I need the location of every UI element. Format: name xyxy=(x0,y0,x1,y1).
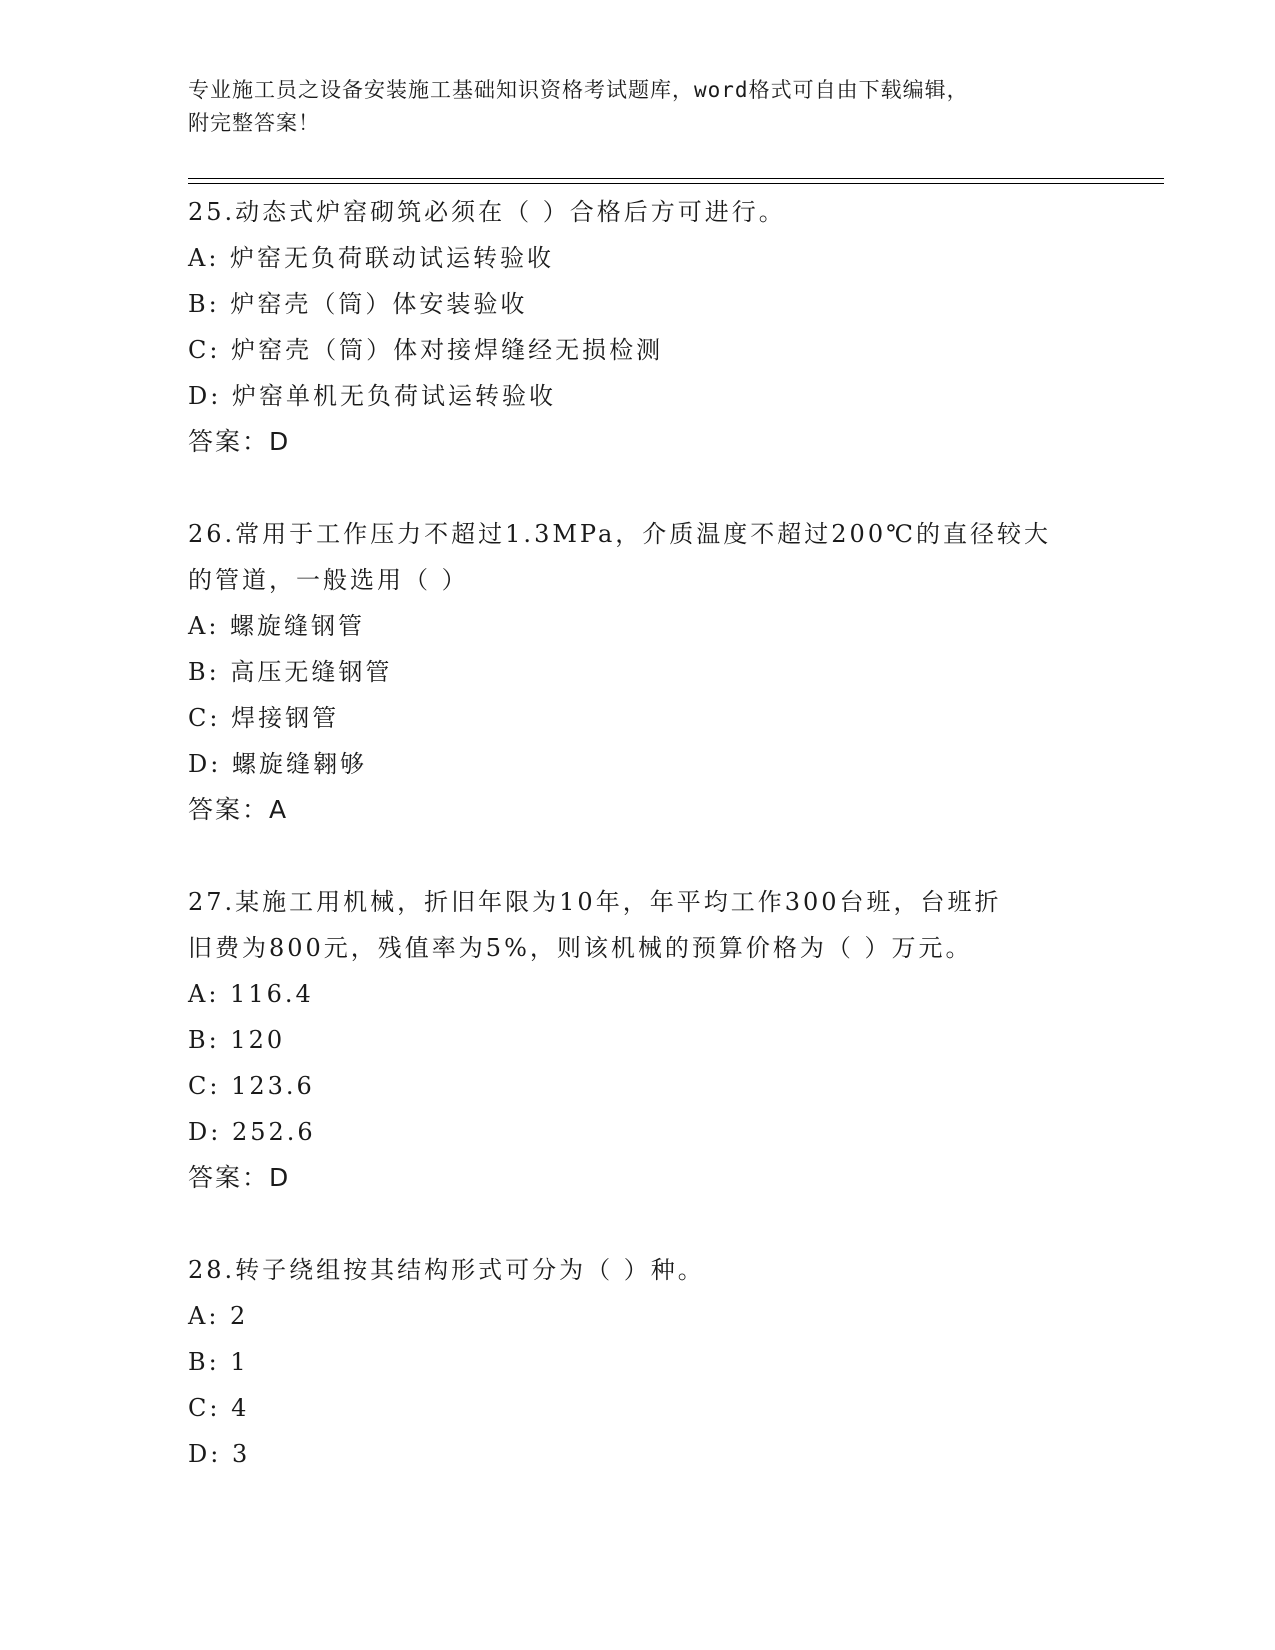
option-b: B: 1 xyxy=(188,1348,249,1376)
question-spacer xyxy=(188,1201,1088,1247)
header-line-2: 附完整答案！ xyxy=(188,111,320,135)
question-stem: 25.动态式炉窑砌筑必须在（ ）合格后方可进行。 xyxy=(188,198,786,226)
option-d: D: 3 xyxy=(188,1440,251,1468)
option-a: A: 116.4 xyxy=(188,980,314,1008)
answer-label: 答案：A xyxy=(188,795,289,824)
option-a: A: 炉窑无负荷联动试运转验收 xyxy=(188,244,555,272)
question-stem: 27.某施工用机械，折旧年限为10年，年平均工作300台班，台班折 xyxy=(188,888,1002,916)
option-c: C: 焊接钢管 xyxy=(188,704,340,732)
question-28 xyxy=(188,1247,1088,1477)
question-stem-continued: 旧费为800元，残值率为5%，则该机械的预算价格为（ ）万元。 xyxy=(188,934,973,962)
question-27 xyxy=(188,879,1088,1201)
answer-label: 答案：D xyxy=(188,1163,291,1192)
option-d: D: 螺旋缝翱够 xyxy=(188,750,367,778)
question-list xyxy=(188,189,1088,1477)
option-b: B: 高压无缝钢管 xyxy=(188,658,393,686)
option-c: C: 123.6 xyxy=(188,1072,315,1100)
answer-label: 答案：D xyxy=(188,427,291,456)
option-d: D: 炉窑单机无负荷试运转验收 xyxy=(188,382,556,410)
question-25 xyxy=(188,189,1088,465)
option-c: C: 4 xyxy=(188,1394,250,1422)
question-spacer xyxy=(188,465,1088,511)
option-a: A: 2 xyxy=(188,1302,249,1330)
question-stem-continued: 的管道，一般选用（ ） xyxy=(188,566,469,594)
header-divider-top xyxy=(188,178,1164,179)
document-header xyxy=(188,74,1088,140)
option-d: D: 252.6 xyxy=(188,1118,316,1146)
option-c: C: 炉窑壳（筒）体对接焊缝经无损检测 xyxy=(188,336,664,364)
option-b: B: 120 xyxy=(188,1026,286,1054)
question-26 xyxy=(188,511,1088,833)
question-stem: 26.常用于工作压力不超过1.3MPa，介质温度不超过200℃的直径较大 xyxy=(188,520,1051,548)
header-line-1: 专业施工员之设备安装施工基础知识资格考试题库，word格式可自由下载编辑， xyxy=(188,78,969,102)
header-divider-bottom xyxy=(188,183,1164,184)
option-b: B: 炉窑壳（筒）体安装验收 xyxy=(188,290,528,318)
question-spacer xyxy=(188,833,1088,879)
question-stem: 28.转子绕组按其结构形式可分为（ ）种。 xyxy=(188,1256,705,1284)
option-a: A: 螺旋缝钢管 xyxy=(188,612,366,640)
